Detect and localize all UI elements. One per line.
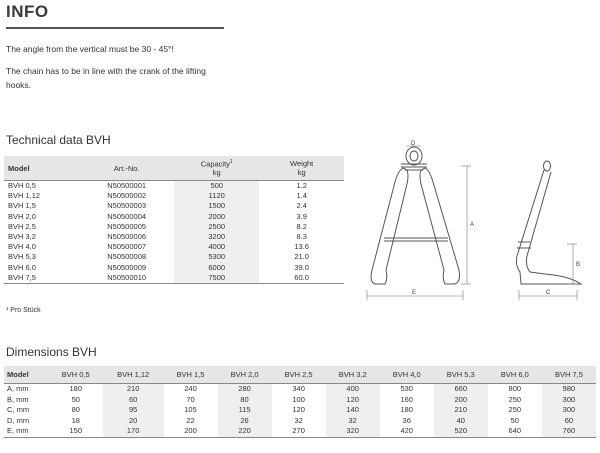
dim-col-header: BVH 5,3 <box>434 366 488 384</box>
model-cell: BVH 2,0 <box>8 211 36 221</box>
dim-value-cell: 20 <box>103 416 164 427</box>
dim-value-cell: 95 <box>103 405 164 416</box>
dim-label-cell: C, mm <box>7 405 30 415</box>
capacity-cell: 2500 <box>174 222 259 232</box>
table-row <box>4 395 596 406</box>
dim-col-header: BVH 0,5 <box>49 366 103 384</box>
dim-value-cell: 180 <box>69 384 83 394</box>
dim-value-cell: 60 <box>103 395 164 406</box>
dim-value-cell: 170 <box>103 426 164 437</box>
dim-value-cell: 400 <box>326 384 380 395</box>
table-row <box>4 232 344 242</box>
info-title: INFO <box>6 2 49 21</box>
capacity-footnote-mark: 1 <box>229 158 233 165</box>
artno-cell: N50500006 <box>107 232 147 242</box>
dims-title: Dimensions BVH <box>6 345 97 359</box>
dim-value-cell: 200 <box>164 426 218 437</box>
weight-cell: 1.4 <box>296 191 307 201</box>
weight-cell: 1.2 <box>296 181 307 191</box>
dim-label-cell: A, mm <box>7 384 29 394</box>
model-cell: BVH 6,0 <box>8 262 36 272</box>
dim-value-cell: 70 <box>186 394 195 404</box>
weight-cell: 8.3 <box>296 232 307 242</box>
dim-value-cell: 36 <box>402 415 411 425</box>
capacity-unit: kg <box>212 168 221 178</box>
weight-cell: 8.2 <box>296 221 307 231</box>
dim-value-cell: 340 <box>292 384 305 394</box>
footnote: ¹ Pro Stück <box>6 307 41 314</box>
info-divider <box>6 27 224 29</box>
table-row <box>4 212 344 222</box>
artno-cell: N50500010 <box>79 273 174 284</box>
tech-data-table <box>4 156 344 284</box>
table-row <box>4 416 596 427</box>
dim-value-cell: 105 <box>184 405 197 415</box>
dim-value-cell: 40 <box>434 416 488 427</box>
col-weight <box>259 156 344 181</box>
weight-label: Weight <box>290 159 314 168</box>
dim-value-cell: 160 <box>400 394 413 404</box>
dim-value-cell: 50 <box>71 394 80 404</box>
label-e: E <box>412 290 417 296</box>
dim-value-cell: 420 <box>380 426 434 437</box>
dim-value-cell: 60 <box>542 416 596 427</box>
dim-value-cell: 32 <box>294 415 303 425</box>
table-row <box>4 252 344 262</box>
model-cell: BVH 3,2 <box>8 232 36 242</box>
dim-value-cell: 140 <box>326 405 380 416</box>
table-row <box>4 384 596 395</box>
weight-cell: 21.0 <box>294 252 309 262</box>
artno-cell: N50500009 <box>107 262 147 272</box>
dim-value-cell: 300 <box>542 395 596 406</box>
dim-value-cell: 250 <box>508 394 522 404</box>
dimensions-table <box>4 366 596 438</box>
dim-value-cell: 660 <box>434 384 488 395</box>
table-row <box>4 201 344 211</box>
dim-value-cell: 80 <box>218 395 272 406</box>
model-cell: BVH 4,0 <box>8 242 36 252</box>
capacity-cell: 6000 <box>174 263 259 273</box>
dim-col-header: BVH 1,12 <box>103 366 164 384</box>
dim-label-cell: B, mm <box>7 394 29 404</box>
dim-value-cell: 220 <box>218 426 272 437</box>
weight-cell: 60.0 <box>259 273 344 284</box>
hook-front-view <box>371 147 460 284</box>
dim-value-cell: 280 <box>218 384 272 395</box>
table-row <box>4 263 344 273</box>
dim-col-model: Model <box>4 366 49 384</box>
dim-label-cell: E, mm <box>4 426 49 437</box>
dim-value-cell: 240 <box>184 384 197 394</box>
col-capacity <box>174 156 259 181</box>
weight-cell: 3.9 <box>296 211 307 221</box>
label-b: B <box>576 262 581 268</box>
capacity-cell: 7500 <box>174 273 259 284</box>
dim-value-cell: 22 <box>186 415 195 425</box>
dim-value-cell: 300 <box>542 405 596 416</box>
dim-value-cell: 530 <box>400 384 413 394</box>
table-row <box>4 273 344 284</box>
dim-value-cell: 270 <box>272 426 326 437</box>
weight-cell: 13.6 <box>294 242 309 252</box>
capacity-cell: 4000 <box>174 242 259 252</box>
table-row <box>4 242 344 252</box>
capacity-cell: 3200 <box>174 232 259 242</box>
dim-col-header: BVH 2,5 <box>272 366 326 384</box>
artno-cell: N50500003 <box>107 201 147 211</box>
dim-value-cell: 320 <box>326 426 380 437</box>
dim-col-header: BVH 1,5 <box>164 366 218 384</box>
dim-value-cell: 120 <box>326 395 380 406</box>
model-cell: BVH 7,5 <box>4 273 79 284</box>
dim-value-cell: 520 <box>434 426 488 437</box>
dim-value-cell: 640 <box>488 426 542 437</box>
model-cell: BVH 5,3 <box>8 252 36 262</box>
dim-value-cell: 200 <box>434 395 488 406</box>
angle-note: The angle from the vertical must be 30 - 45°! <box>6 44 174 54</box>
weight-cell: 2.4 <box>296 201 307 211</box>
chain-note: The chain has to be in line with the crank of the lifting hooks. <box>6 66 206 90</box>
table-row <box>4 426 596 437</box>
table-row <box>4 191 344 201</box>
capacity-cell: 1120 <box>174 191 259 201</box>
col-model: Model <box>4 156 79 181</box>
weight-unit: kg <box>297 168 306 177</box>
capacity-cell: 2000 <box>174 212 259 222</box>
dim-value-cell: 120 <box>292 405 305 415</box>
hook-drawing <box>355 138 600 310</box>
dim-value-cell: 210 <box>103 384 164 395</box>
dim-value-cell: 760 <box>542 426 596 437</box>
table-row <box>4 222 344 232</box>
dim-value-cell: 18 <box>71 415 80 425</box>
dim-value-cell: 800 <box>508 384 522 394</box>
dim-col-header: BVH 2,0 <box>218 366 272 384</box>
dim-label-cell: D, mm <box>7 415 30 425</box>
dim-value-cell: 26 <box>218 416 272 427</box>
model-cell: BVH 0,5 <box>8 181 36 191</box>
table-row <box>4 405 596 416</box>
dim-value-cell: 115 <box>218 405 272 416</box>
dim-value-cell: 100 <box>292 394 305 404</box>
artno-cell: N50500007 <box>107 242 147 252</box>
tech-data-title: Technical data BVH <box>6 133 111 147</box>
label-c: C <box>546 290 551 296</box>
weight-cell: 39.0 <box>294 262 309 272</box>
dim-value-cell: 50 <box>510 415 519 425</box>
label-d: D <box>411 141 416 147</box>
artno-cell: N50500005 <box>107 221 147 231</box>
dim-col-header: BVH 4,0 <box>380 366 434 384</box>
dim-value-cell: 180 <box>400 405 413 415</box>
dim-value-cell: 80 <box>71 405 80 415</box>
model-cell: BVH 1,12 <box>8 191 41 201</box>
label-a: A <box>470 222 475 228</box>
dim-value-cell: 32 <box>326 416 380 427</box>
dim-value-cell: 150 <box>49 426 103 437</box>
hook-side-view <box>516 161 581 284</box>
artno-cell: N50500008 <box>107 252 147 262</box>
dim-value-cell: 250 <box>508 405 522 415</box>
artno-cell: N50500004 <box>107 211 147 221</box>
col-artno: Art.-No. <box>79 156 174 181</box>
capacity-cell: 1500 <box>174 201 259 211</box>
dim-value-cell: 210 <box>434 405 488 416</box>
front-dimension-lines <box>367 146 471 300</box>
dim-col-header: BVH 7,5 <box>542 366 596 384</box>
capacity-cell: 500 <box>174 181 259 192</box>
capacity-cell: 5300 <box>174 252 259 262</box>
model-cell: BVH 1,5 <box>8 201 36 211</box>
dim-col-header: BVH 3,2 <box>326 366 380 384</box>
dim-value-cell: 980 <box>542 384 596 395</box>
artno-cell: N50500001 <box>107 181 147 191</box>
artno-cell: N50500002 <box>107 191 147 201</box>
model-cell: BVH 2,5 <box>8 221 36 231</box>
dim-col-header: BVH 6,0 <box>488 366 542 384</box>
capacity-label: Capacity <box>200 159 230 169</box>
table-row <box>4 181 344 192</box>
